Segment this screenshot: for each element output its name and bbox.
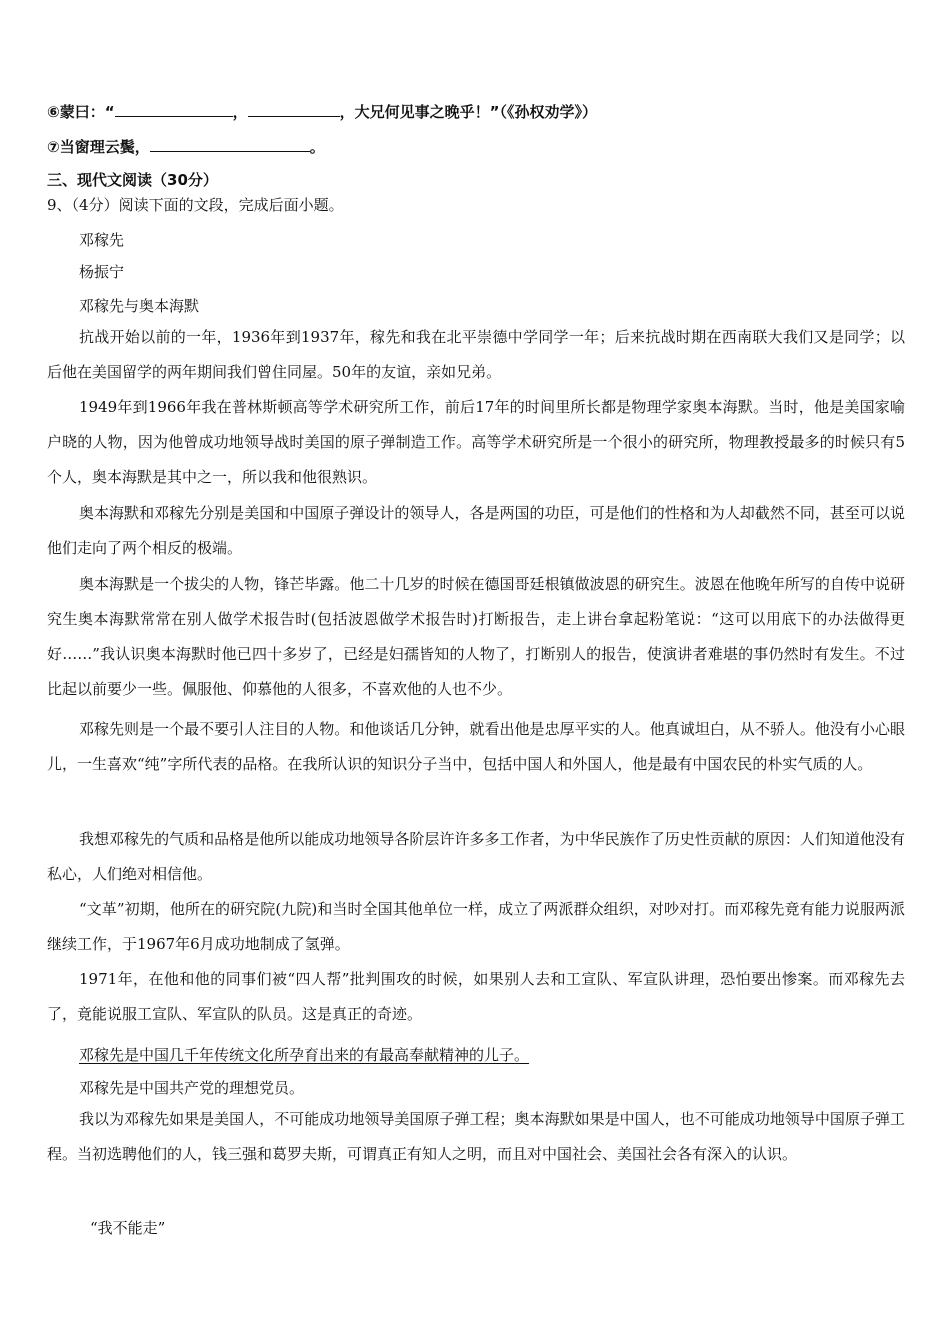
paragraph-5: 邓稼先则是一个最不要引人注目的人物。和他谈话几分钟，就看出他是忠厚平实的人。他真诚坦白，从不骄人。他没有小心眼儿，一生喜欢“纯”字所代表的品格。在我所认识的知识分子当中，包括中国人和外国人，他是最有中国农民的朴实气质的人。 [47,720,905,773]
q6-blank-1[interactable] [115,102,233,117]
article-subtitle: 邓稼先与奥本海默 [79,297,200,315]
section-title: 三、现代文阅读（30分） [47,171,218,189]
paragraph-2: 1949年到1966年我在普林斯顿高等学术研究所工作，前后17年的时间里所长都是物理学家奥本海默。当时，他是美国家喻户晓的人物，因为他曾成功地领导战时美国的原子弹制造工作。高等学术研究所是一个很小的研究所，物理教授最多的时候只有5个人，奥本海默是其中之一，所以我和他很熟识。 [47,398,905,486]
paragraph-6: 我想邓稼先的气质和品格是他所以能成功地领导各阶层许许多多工作者，为中华民族作了历史性贡献的原因：人们知道他没有私心，人们绝对相信他。 [47,830,905,883]
q7-prefix: ⑦当窗理云鬓， [47,138,150,156]
underlined-sentence: 邓稼先是中国几千年传统文化所孕育出来的有最高奉献精神的儿子。 [79,1046,530,1064]
q6-blank-2[interactable] [248,102,340,117]
paragraph-7: “文革”初期，他所在的研究院(九院)和当时全国其他单位一样，成立了两派群众组织，对吵对打。而邓稼先竟有能力说服两派继续工作，于1967年6月成功地制成了氢弹。 [47,900,905,953]
paragraph-8: 1971年，在他和他的同事们被“四人帮”批判围攻的时候，如果别人去和工宣队、军宣队讲理，恐怕要出惨案。而邓稼先去了，竟能说服工宣队、军宣队的队员。这是真正的奇迹。 [47,970,905,1023]
paragraph-1: 抗战开始以前的一年，1936年到1937年，稼先和我在北平崇德中学同学一年；后来抗战时期在西南联大我们又是同学；以后他在美国留学的两年期间我们曾住同屋。50年的友谊，亲如兄弟。 [47,328,905,381]
q6-suffix: ，大兄何见事之晚乎！”（《孙权劝学》） [339,103,597,121]
fill-in-question-6 [47,102,597,122]
closing-paragraph: 我以为邓稼先如果是美国人，不可能成功地领导美国原子弹工程；奥本海默如果是中国人，也不可能成功地领导中国原子弹工程。当初选聘他们的人，钱三强和葛罗夫斯，可谓真正有知人之明，而且对中国社会、美国社会各有深入的认识。 [47,1110,905,1163]
q7-suffix: 。 [309,138,325,156]
q7-blank[interactable] [150,137,310,152]
q6-prefix: ⑥蒙曰：“ [47,103,115,121]
q6-separator: ， [232,103,248,121]
paragraph-3: 奥本海默和邓稼先分别是美国和中国原子弹设计的领导人，各是两国的功臣，可是他们的性格和为人却截然不同，甚至可以说他们走向了两个相反的极端。 [47,504,905,557]
article-title: 邓稼先 [79,231,125,249]
article-author: 杨振宁 [79,263,125,281]
paragraph-4: 奥本海默是一个拔尖的人物，锋芒毕露。他二十几岁的时候在德国哥廷根镇做波恩的研究生。波恩在他晚年所写的自传中说研究生奥本海默常常在别人做学术报告时(包括波恩做学术报告时)打断报告，走上讲台拿起粉笔说：“这可以用底下的办法做得更好……”我认识奥本海默时他已四十多岁了，已经是妇孺皆知的人物了，打断别人的报告，使演讲者难堪的事仍然时有发生。不过比起以前要少一些。佩服他、仰慕他的人很多，不喜欢他的人也不少。 [47,575,905,698]
fill-in-question-7 [47,137,325,157]
next-section-heading: “我不能走” [90,1219,166,1237]
party-member-sentence: 邓稼先是中国共产党的理想党员。 [79,1079,305,1097]
question-prompt: 9、（4分）阅读下面的文段，完成后面小题。 [47,196,344,214]
